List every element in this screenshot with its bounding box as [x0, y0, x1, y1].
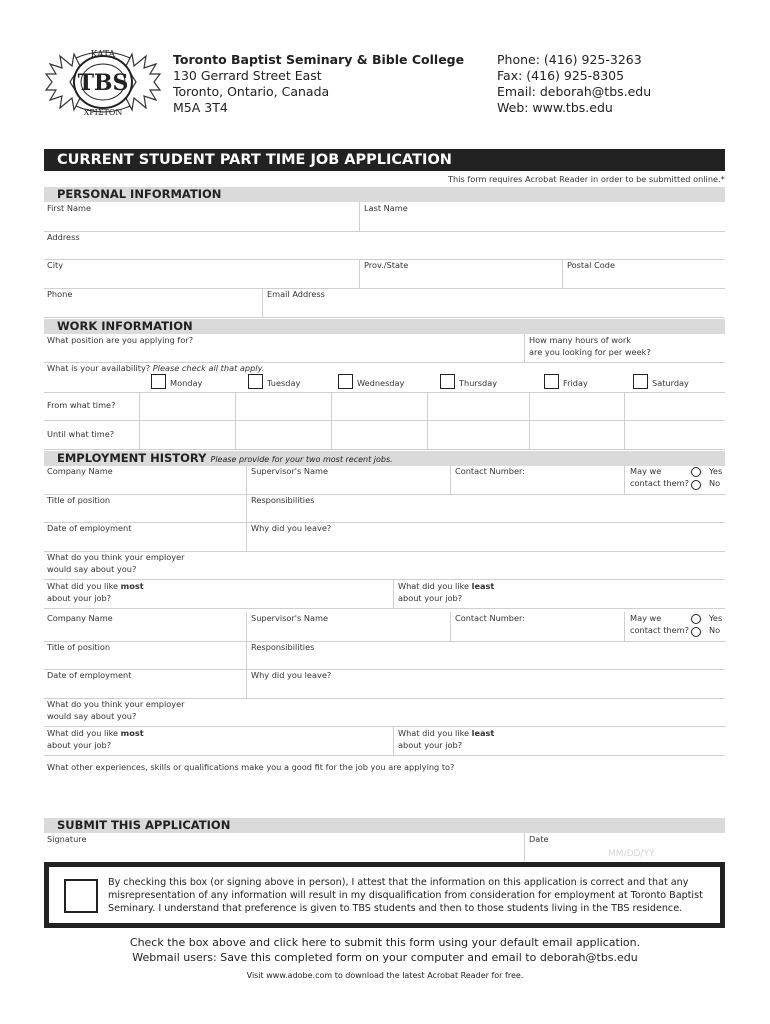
first-name-label: First Name	[47, 203, 91, 213]
job1-row2-line[interactable]	[44, 522, 725, 523]
monday-checkbox[interactable]	[151, 374, 166, 389]
school-address-line2: Toronto, Ontario, Canada	[173, 84, 330, 99]
job1-employer-say-line2: would say about you?	[47, 564, 137, 574]
submit-section-heading: SUBMIT THIS APPLICATION	[44, 818, 725, 833]
saturday-checkbox[interactable]	[633, 374, 648, 389]
school-info	[173, 52, 464, 116]
job2-contact-yes-radio[interactable]	[691, 614, 701, 624]
phone-field[interactable]	[44, 317, 725, 318]
job1-date-divider	[246, 522, 247, 551]
job2-liked-least-pre: What did you like	[398, 728, 472, 738]
job2-contact-divider	[624, 612, 625, 641]
job1-contact-label: Contact Number:	[455, 466, 525, 476]
job2-liked-divider	[393, 726, 394, 755]
thursday-checkbox[interactable]	[440, 374, 455, 389]
saturday-label: Saturday	[652, 378, 689, 388]
job1-employer-say-line1: What do you think your employer	[47, 552, 185, 562]
hours-label-line1: How many hours of work	[529, 335, 632, 345]
availability-label	[47, 363, 264, 374]
job2-may-contact-line1: May we	[630, 613, 662, 623]
work-section-heading: WORK INFORMATION	[44, 319, 725, 334]
time-grid-middle	[44, 420, 725, 421]
friday-checkbox[interactable]	[544, 374, 559, 389]
hours-label-line2: are you looking for per week?	[529, 347, 651, 357]
job1-no-label: No	[709, 478, 721, 488]
job2-date-label: Date of employment	[47, 670, 132, 680]
phone-email-divider	[262, 288, 263, 317]
job1-contact-yes-radio[interactable]	[691, 467, 701, 477]
prov-postal-divider	[562, 259, 563, 288]
acrobat-footnote: Visit www.adobe.com to download the latest Acrobat Reader for free.	[246, 971, 524, 980]
form-title: CURRENT STUDENT PART TIME JOB APPLICATION	[44, 149, 725, 171]
job2-title-label: Title of position	[47, 642, 111, 652]
job2-supervisor-label: Supervisor's Name	[251, 613, 329, 623]
job1-date-label: Date of employment	[47, 523, 132, 533]
job2-employer-say-line2: would say about you?	[47, 711, 137, 721]
last-name-label: Last Name	[364, 203, 408, 213]
availability-question: What is your availability?	[47, 363, 151, 373]
job1-row5-line[interactable]	[44, 608, 725, 609]
job1-contact-divider	[624, 465, 625, 494]
job2-company-divider	[246, 612, 247, 641]
personal-section-heading: PERSONAL INFORMATION	[44, 187, 725, 202]
tbs-logo	[44, 44, 162, 120]
first-last-divider	[359, 202, 360, 232]
job2-row5-line[interactable]	[44, 755, 725, 756]
position-hours-divider	[524, 334, 525, 362]
job2-liked-most-about: about your job?	[47, 740, 112, 750]
attestation-inner	[49, 867, 720, 923]
job2-row4-line[interactable]	[44, 726, 725, 727]
job2-why-leave-label: Why did you leave?	[251, 670, 332, 680]
email-label: Email Address	[267, 289, 325, 299]
city-prov-divider	[359, 259, 360, 288]
wednesday-checkbox[interactable]	[338, 374, 353, 389]
acrobat-note: This form requires Acrobat Reader in order to be submitted online.*	[448, 174, 725, 184]
city-field[interactable]	[44, 288, 725, 289]
job1-liked-least	[398, 581, 494, 592]
time-col-1	[139, 392, 140, 449]
job1-liked-least-bold: least	[471, 581, 495, 591]
school-fax: Fax: (416) 925-8305	[497, 68, 625, 83]
job2-liked-least-about: about your job?	[398, 740, 463, 750]
job2-no-label: No	[709, 625, 721, 635]
job2-liked-least	[398, 728, 494, 739]
job1-may-contact-line1: May we	[630, 466, 662, 476]
submit-email-link[interactable]: Check the box above and click here to submit this form using your default email application.	[129, 936, 641, 949]
job1-why-leave-label: Why did you leave?	[251, 523, 332, 533]
job2-row2-line[interactable]	[44, 669, 725, 670]
school-email[interactable]: Email: deborah@tbs.edu	[497, 84, 652, 99]
prov-label: Prov./State	[364, 260, 409, 270]
school-address-line1: 130 Gerrard Street East	[173, 68, 322, 83]
job2-title-divider	[246, 641, 247, 670]
job1-liked-divider	[393, 579, 394, 608]
attestation-panel	[44, 862, 725, 928]
other-experience-label: What other experiences, skills or qualifications make you a good fit for the job you are applying to?	[47, 762, 455, 772]
job1-title-label: Title of position	[47, 495, 111, 505]
job1-company-label: Company Name	[47, 466, 113, 476]
job1-yes-label: Yes	[709, 466, 723, 476]
job2-supervisor-divider	[450, 612, 451, 641]
job1-supervisor-divider	[450, 465, 451, 494]
job2-liked-most-bold: most	[120, 728, 144, 738]
time-grid-bottom	[44, 449, 725, 450]
webmail-instruction: Webmail users: Save this completed form on your computer and email to deborah@tbs.edu	[132, 951, 638, 964]
time-col-2	[235, 392, 236, 449]
tuesday-checkbox[interactable]	[248, 374, 263, 389]
job1-contact-no-radio[interactable]	[691, 480, 701, 490]
job1-supervisor-label: Supervisor's Name	[251, 466, 329, 476]
job1-may-contact-line2: contact them?	[630, 478, 689, 488]
job2-row1-line[interactable]	[44, 641, 725, 642]
job2-contact-no-radio[interactable]	[691, 627, 701, 637]
date-label: Date	[529, 834, 549, 844]
logo-top-text: KATA	[90, 50, 116, 60]
job1-title-divider	[246, 494, 247, 523]
school-name: Toronto Baptist Seminary & Bible College	[173, 52, 465, 67]
employment-section-heading	[44, 451, 725, 466]
date-placeholder[interactable]: MM/DD/YY	[608, 849, 655, 859]
job1-liked-least-about: about your job?	[398, 593, 463, 603]
thursday-label: Thursday	[459, 378, 498, 388]
job1-row4-line[interactable]	[44, 579, 725, 580]
school-web[interactable]: Web: www.tbs.edu	[497, 100, 613, 115]
until-time-label: Until what time?	[47, 429, 115, 439]
phone-label: Phone	[47, 289, 73, 299]
employment-heading-note: Please provide for your two most recent jobs.	[210, 455, 393, 464]
time-col-6	[624, 392, 625, 449]
wednesday-label: Wednesday	[357, 378, 405, 388]
job2-may-contact-line2: contact them?	[630, 625, 689, 635]
job2-contact-label: Contact Number:	[455, 613, 525, 623]
monday-label: Monday	[170, 378, 203, 388]
job2-liked-most	[47, 728, 144, 739]
job1-liked-least-pre: What did you like	[398, 581, 472, 591]
logo-main-text: TBS	[77, 70, 129, 96]
job1-liked-most-about: about your job?	[47, 593, 112, 603]
school-contact	[497, 52, 651, 116]
tuesday-label: Tuesday	[267, 378, 301, 388]
first-name-field[interactable]	[44, 231, 725, 232]
signature-label: Signature	[47, 834, 87, 844]
school-postal: M5A 3T4	[173, 100, 228, 115]
employment-heading-text: EMPLOYMENT HISTORY	[57, 451, 207, 465]
job1-liked-most-pre: What did you like	[47, 581, 121, 591]
job1-responsibilities-label: Responsibilities	[251, 495, 315, 505]
time-grid-top	[44, 392, 725, 393]
job1-liked-most	[47, 581, 144, 592]
job2-yes-label: Yes	[709, 613, 723, 623]
time-col-5	[529, 392, 530, 449]
job2-employer-say-line1: What do you think your employer	[47, 699, 185, 709]
attestation-checkbox[interactable]	[64, 879, 98, 913]
job2-liked-least-bold: least	[471, 728, 495, 738]
from-time-label: From what time?	[47, 400, 116, 410]
job1-liked-most-bold: most	[120, 581, 144, 591]
time-col-3	[331, 392, 332, 449]
signature-date-divider	[524, 833, 525, 861]
position-label: What position are you applying for?	[47, 335, 194, 345]
time-col-4	[427, 392, 428, 449]
city-label: City	[47, 260, 64, 270]
friday-label: Friday	[563, 378, 588, 388]
job2-date-divider	[246, 669, 247, 698]
availability-note: Please check all that apply.	[152, 363, 265, 373]
job2-responsibilities-label: Responsibilities	[251, 642, 315, 652]
attestation-text: By checking this box (or signing above in person), I attest that the information on this application is correct and that any misrepresentation of any information will result in my disqualification from consideration for employment at Toronto Baptist Seminary. I understand that preference is given to TBS students and then to those students living in the TBS residence.	[108, 877, 703, 914]
job1-company-divider	[246, 465, 247, 494]
postal-code-label: Postal Code	[567, 260, 615, 270]
job2-company-label: Company Name	[47, 613, 113, 623]
job1-row1-line[interactable]	[44, 494, 725, 495]
school-phone: Phone: (416) 925-3263	[497, 52, 642, 67]
logo-bottom-text: XPIΣTON	[83, 108, 123, 117]
address-label: Address	[47, 232, 80, 242]
job2-liked-most-pre: What did you like	[47, 728, 121, 738]
